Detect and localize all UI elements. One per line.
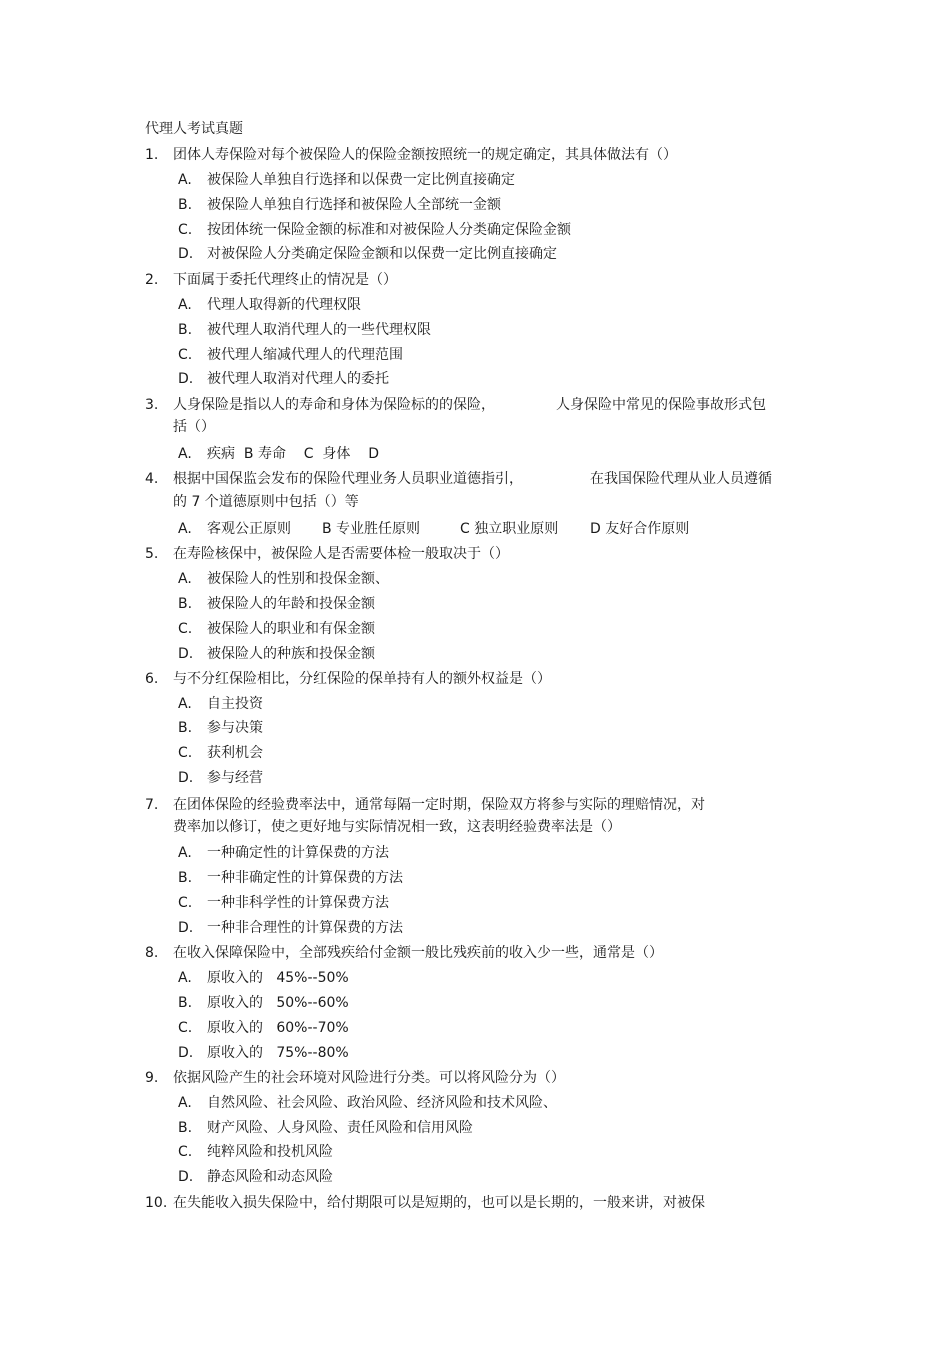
question-text: 下面属于委托代理终止的情况是（） <box>173 272 397 288</box>
option-letter: C. <box>178 745 193 761</box>
option-letter: A. <box>178 571 192 587</box>
option-text: 原收入的 75%--80% <box>207 1045 349 1061</box>
question-text: 在收入保障保险中，全部残疾给付金额一般比残疾前的收入少一些，通常是（） <box>173 945 663 961</box>
option-text: 自主投资 <box>207 696 263 712</box>
option-text: 纯粹风险和投机风险 <box>207 1144 333 1160</box>
option-text: 原收入的 60%--70% <box>207 1020 349 1036</box>
question-text: 依据风险产生的社会环境对风险进行分类。可以将风险分为（） <box>173 1070 565 1086</box>
option-letter: A. <box>178 970 192 986</box>
option-letter: D. <box>178 246 194 262</box>
question-number: 10. <box>145 1195 168 1211</box>
option-text: 代理人取得新的代理权限 <box>207 297 361 313</box>
option-text: 对被保险人分类确定保险金额和以保费一定比例直接确定 <box>207 246 557 262</box>
option-letter: D. <box>178 770 194 786</box>
option-letter: B. <box>178 322 193 338</box>
question-number: 7. <box>145 797 159 813</box>
option-text: 被保险人的职业和有保金额 <box>207 621 375 637</box>
question-text-part1: 人身保险是指以人的寿命和身体为保险标的的保险， <box>173 397 495 413</box>
option-text: 按团体统一保险金额的标准和对被保险人分类确定保险金额 <box>207 222 571 238</box>
option-text: 获利机会 <box>207 745 263 761</box>
option-text: 被代理人取消对代理人的委托 <box>207 371 389 387</box>
option-letter: B. <box>178 1120 193 1136</box>
option-letter: C. <box>178 621 193 637</box>
option-text: 一种非合理性的计算保费的方法 <box>207 920 403 936</box>
option-d-text: D 友好合作原则 <box>590 521 690 537</box>
question-text-part2: 在我国保险代理从业人员遵循 <box>590 471 772 487</box>
option-letter: D. <box>178 371 194 387</box>
option-text: 一种非确定性的计算保费的方法 <box>207 870 403 886</box>
option-text: 财产风险、人身风险、责任风险和信用风险 <box>207 1120 473 1136</box>
question-text-part2: 人身保险中常见的保险事故形式包 <box>556 397 766 413</box>
option-b-text: B 专业胜任原则 <box>322 521 421 537</box>
question-text: 在寿险核保中，被保险人是否需要体检一般取决于（） <box>173 546 509 562</box>
option-text: 自然风险、社会风险、政治风险、经济风险和技术风险、 <box>207 1095 557 1111</box>
question-number: 9. <box>145 1070 159 1086</box>
option-letter: D. <box>178 1169 194 1185</box>
option-text: 一种确定性的计算保费的方法 <box>207 845 389 861</box>
option-text: 被保险人单独自行选择和被保险人全部统一金额 <box>207 197 501 213</box>
option-text: 被代理人取消代理人的一些代理权限 <box>207 322 431 338</box>
question-number: 8. <box>145 945 159 961</box>
option-text: 被保险人的年龄和投保金额 <box>207 596 375 612</box>
option-letter: A. <box>178 297 192 313</box>
question-text: 与不分红保险相比，分红保险的保单持有人的额外权益是（） <box>173 671 551 687</box>
page-title: 代理人考试真题 <box>145 121 243 137</box>
option-letter: A. <box>178 521 192 537</box>
option-text: 原收入的 45%--50% <box>207 970 349 986</box>
option-text: 被保险人单独自行选择和以保费一定比例直接确定 <box>207 172 515 188</box>
option-inline-text: 疾病 B 寿命 C 身体 D <box>207 446 380 462</box>
option-letter: A. <box>178 696 192 712</box>
option-text: 静态风险和动态风险 <box>207 1169 333 1185</box>
question-number: 6. <box>145 671 159 687</box>
option-text: 原收入的 50%--60% <box>207 995 349 1011</box>
option-letter: B. <box>178 596 193 612</box>
option-letter: A. <box>178 446 192 462</box>
option-c-text: C 独立职业原则 <box>460 521 559 537</box>
option-a-text: 客观公正原则 <box>207 521 291 537</box>
option-letter: C. <box>178 222 193 238</box>
question-text: 团体人寿保险对每个被保险人的保险金额按照统一的规定确定，其具体做法有（） <box>173 147 677 163</box>
option-letter: C. <box>178 1020 193 1036</box>
question-number: 3. <box>145 397 159 413</box>
option-text: 被代理人缩减代理人的代理范围 <box>207 347 403 363</box>
option-text: 被保险人的性别和投保金额、 <box>207 571 389 587</box>
question-text-continued: 的 7 个道德原则中包括（）等 <box>173 494 359 510</box>
option-letter: B. <box>178 870 193 886</box>
option-letter: C. <box>178 1144 193 1160</box>
option-letter: D. <box>178 646 194 662</box>
option-letter: C. <box>178 895 193 911</box>
option-letter: A. <box>178 1095 192 1111</box>
option-text: 被保险人的种族和投保金额 <box>207 646 375 662</box>
question-text: 在团体保险的经验费率法中，通常每隔一定时期，保险双方将参与实际的理赔情况，对 <box>173 797 705 813</box>
option-letter: D. <box>178 1045 194 1061</box>
question-number: 5. <box>145 546 159 562</box>
option-letter: A. <box>178 845 192 861</box>
question-text-continued: 费率加以修订，使之更好地与实际情况相一致，这表明经验费率法是（） <box>173 819 621 835</box>
question-number: 2. <box>145 272 159 288</box>
option-text: 参与经营 <box>207 770 263 786</box>
question-text-continued: 括（） <box>173 419 215 435</box>
option-letter: A. <box>178 172 192 188</box>
option-letter: B. <box>178 720 193 736</box>
option-letter: B. <box>178 197 193 213</box>
question-number: 1. <box>145 147 159 163</box>
option-letter: C. <box>178 347 193 363</box>
option-letter: D. <box>178 920 194 936</box>
option-text: 一种非科学性的计算保费方法 <box>207 895 389 911</box>
question-text: 在失能收入损失保险中，给付期限可以是短期的，也可以是长期的，一般来讲，对被保 <box>173 1195 705 1211</box>
question-number: 4. <box>145 471 159 487</box>
option-text: 参与决策 <box>207 720 263 736</box>
question-text-part1: 根据中国保监会发布的保险代理业务人员职业道德指引， <box>173 471 523 487</box>
option-letter: B. <box>178 995 193 1011</box>
